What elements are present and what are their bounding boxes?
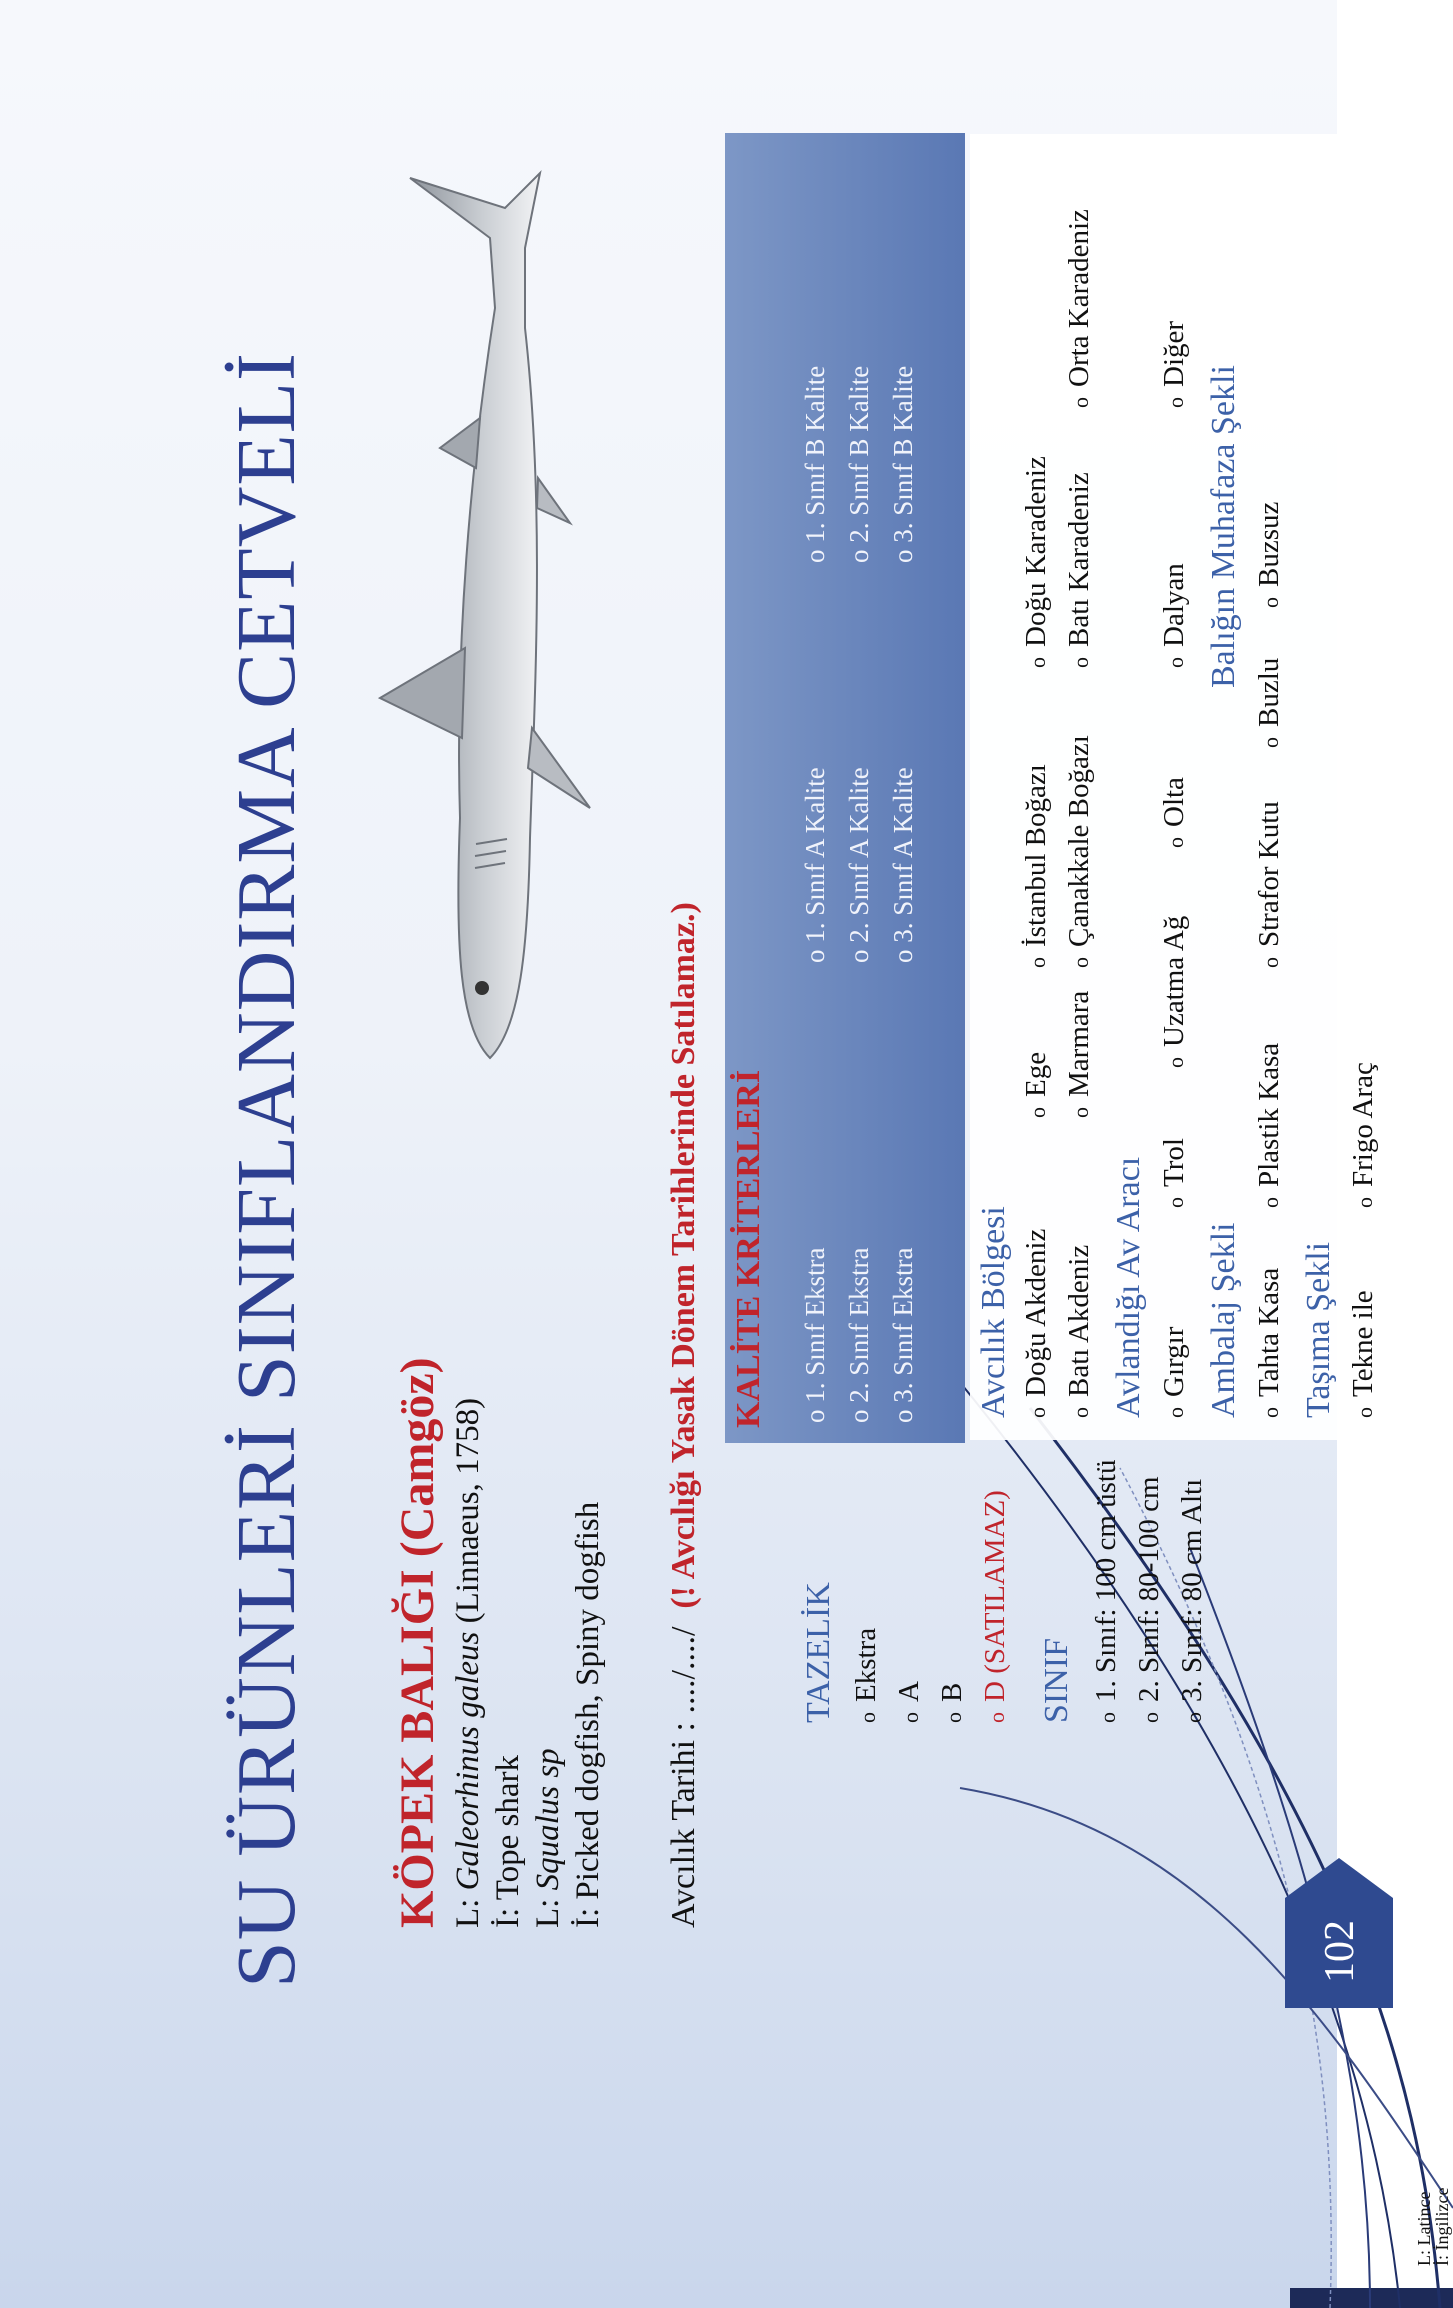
tazelik-option: [850, 1628, 883, 1723]
option-circle: o: [1181, 1712, 1206, 1723]
option-circle: o: [1163, 1197, 1188, 1208]
option-label: Buzlu: [1253, 657, 1285, 727]
region-option: [1063, 991, 1096, 1118]
option-circle: o: [844, 1409, 874, 1423]
option-circle: o: [855, 1712, 880, 1723]
fishing-region-title: Avcılık Bölgesi: [975, 1206, 1012, 1418]
option-label: Plastik Kasa: [1253, 1042, 1285, 1187]
option-circle: o: [898, 1712, 923, 1723]
quality-option: [888, 366, 919, 563]
option-circle: o: [1025, 957, 1050, 968]
quality-option: [800, 767, 831, 963]
region-option: [1063, 472, 1096, 668]
legend-english: İ: İngilizce: [1432, 2187, 1452, 2266]
sinif-option: [1090, 1460, 1123, 1723]
packaging-option: [1253, 1043, 1286, 1208]
region-option: [1020, 764, 1053, 968]
english-name-2: İ: Picked dogfish, Spiny dogfish: [570, 1501, 606, 1928]
quality-option: [844, 366, 875, 563]
gear-option: [1158, 1327, 1191, 1418]
option-label: B: [936, 1682, 968, 1702]
option-label: Buzsuz: [1253, 501, 1285, 587]
quality-option: [844, 767, 875, 963]
option-circle: o: [1068, 1107, 1093, 1118]
option-circle: o: [1068, 1407, 1093, 1418]
option-label: Orta Karadeniz: [1063, 209, 1095, 387]
option-label: 2. Sınıf: 80-100 cm: [1133, 1476, 1165, 1702]
option-circle: o: [1352, 1197, 1377, 1208]
region-option: [1020, 1229, 1053, 1418]
option-label: 3. Sınıf Ekstra: [888, 1247, 918, 1403]
catch-date-label: Avcılık Tarihi : ..../..../: [665, 1626, 702, 1928]
option-circle: o: [888, 549, 918, 563]
option-label: Gırgır: [1158, 1326, 1190, 1397]
quality-option: [888, 1248, 919, 1424]
quality-option: [800, 366, 831, 563]
fishing-gear-title: Avlandığı Av Aracı: [1110, 1156, 1147, 1418]
catch-date-warning: (! Avcılığı Yasak Dönem Tarihlerinde Satılamaz.): [665, 902, 702, 1609]
option-label: Uzatma Ağ: [1158, 915, 1190, 1047]
tazelik-option-not-for-sale: [979, 1490, 1012, 1723]
transport-title: Taşıma Şekli: [1300, 1241, 1337, 1418]
transport-option: [1347, 1290, 1380, 1418]
option-circle: o: [1258, 957, 1283, 968]
packaging-option: [1253, 1268, 1286, 1418]
option-label: 1. Sınıf A Kalite: [800, 767, 830, 943]
region-option: [1063, 1245, 1096, 1418]
option-circle: o: [941, 1712, 966, 1723]
option-circle: o: [800, 949, 830, 963]
option-circle: o: [1025, 657, 1050, 668]
option-label: Dalyan: [1158, 563, 1190, 647]
region-option: [1063, 209, 1096, 408]
option-label: Frigo Araç: [1347, 1062, 1379, 1187]
option-label: Ekstra: [850, 1627, 882, 1702]
latin-prefix: L:: [530, 1890, 566, 1928]
option-label: Trol: [1158, 1138, 1190, 1187]
legend: [1415, 2188, 1451, 2266]
option-label: D (SATILAMAZ): [979, 1490, 1011, 1702]
option-label: Diğer: [1158, 320, 1190, 387]
option-label: Doğu Karadeniz: [1020, 456, 1052, 647]
option-circle: o: [1025, 1407, 1050, 1418]
option-circle: o: [1163, 837, 1188, 848]
option-label: Batı Akdeniz: [1063, 1244, 1095, 1397]
option-circle: o: [888, 949, 918, 963]
sinif-option: [1133, 1476, 1166, 1723]
preservation-option: [1253, 658, 1286, 748]
option-label: A: [893, 1681, 925, 1702]
option-label: 1. Sınıf B Kalite: [800, 365, 830, 543]
option-circle: o: [844, 949, 874, 963]
latin-name-2: [528, 1398, 568, 1928]
option-circle: o: [1163, 397, 1188, 408]
option-label: Olta: [1158, 777, 1190, 827]
option-circle: o: [1258, 597, 1283, 608]
gear-option: [1158, 563, 1191, 668]
shark-illustration: [290, 168, 620, 1068]
option-circle: o: [844, 549, 874, 563]
option-circle: o: [1163, 1407, 1188, 1418]
option-circle: o: [1258, 737, 1283, 748]
option-circle: o: [1352, 1407, 1377, 1418]
option-label: İstanbul Boğazı: [1020, 764, 1052, 947]
page-title: SU ÜRÜNLERİ SINIFLANDIRMA CETVELİ: [220, 352, 313, 1988]
tazelik-option: [893, 1681, 926, 1723]
option-circle: o: [800, 1409, 830, 1423]
gear-option: [1158, 321, 1191, 408]
option-circle: o: [1068, 957, 1093, 968]
option-label: 1. Sınıf: 100 cm üstü: [1090, 1459, 1122, 1702]
latin-author: (Linnaeus, 1758): [450, 1397, 486, 1632]
option-label: 2. Sınıf B Kalite: [844, 365, 874, 543]
packaging-title: Ambalaj Şekli: [1205, 1222, 1242, 1418]
latin-name-italic: Squalus sp: [530, 1748, 566, 1891]
option-circle: o: [888, 1409, 918, 1423]
option-label: Doğu Akdeniz: [1020, 1228, 1052, 1397]
page-number: 102: [1317, 1920, 1363, 1983]
species-name: KÖPEK BALIĞI (Camgöz): [391, 1357, 444, 1928]
region-option: [1063, 735, 1096, 968]
decorative-swoosh-lines: [900, 1308, 1453, 2308]
tazelik-title: TAZELİK: [800, 1582, 837, 1723]
option-label: Çanakkale Boğazı: [1063, 735, 1095, 947]
transport-option: [1347, 1062, 1380, 1208]
quality-criteria-title: KALİTE KRİTERLERİ: [730, 1069, 767, 1428]
option-circle: o: [1095, 1712, 1120, 1723]
option-label: Ege: [1020, 1051, 1052, 1097]
latin-prefix: L:: [450, 1890, 486, 1928]
catch-date-line: [665, 902, 703, 1928]
gear-option: [1158, 916, 1191, 1068]
option-label: Tekne ile: [1347, 1290, 1379, 1397]
option-circle: o: [1025, 1107, 1050, 1118]
quality-option: [844, 1248, 875, 1424]
option-label: 3. Sınıf: 80 cm Altı: [1176, 1478, 1208, 1702]
sinif-option: [1176, 1479, 1209, 1723]
option-circle: o: [1163, 657, 1188, 668]
english-name-1: İ: Tope shark: [490, 1754, 526, 1928]
quality-option: [888, 767, 919, 963]
option-label: Tahta Kasa: [1253, 1267, 1285, 1397]
quality-option: [800, 1248, 831, 1424]
option-label: Strafor Kutu: [1253, 801, 1285, 947]
option-label: 3. Sınıf B Kalite: [888, 365, 918, 543]
option-label: Batı Karadeniz: [1063, 472, 1095, 647]
option-circle: o: [1163, 1057, 1188, 1068]
option-label: 2. Sınıf A Kalite: [844, 767, 874, 943]
option-label: 2. Sınıf Ekstra: [844, 1247, 874, 1403]
option-label: 3. Sınıf A Kalite: [888, 767, 918, 943]
latin-name-italic: Galeorhinus galeus: [450, 1631, 486, 1891]
preservation-option: [1253, 502, 1286, 608]
option-circle: o: [1068, 397, 1093, 408]
legend-latin: L: Latince: [1414, 2191, 1434, 2266]
sinif-title: SINIF: [1038, 1637, 1075, 1723]
region-option: [1020, 456, 1053, 668]
packaging-option: [1253, 801, 1286, 968]
gear-option: [1158, 1138, 1191, 1208]
preservation-title: Balığın Muhafaza Şekli: [1205, 365, 1242, 688]
species-names-block: [448, 1398, 608, 1928]
option-circle: o: [1258, 1407, 1283, 1418]
option-label: Marmara: [1063, 990, 1095, 1097]
option-circle: o: [984, 1712, 1009, 1723]
region-option: [1020, 1052, 1053, 1118]
option-circle: o: [800, 549, 830, 563]
option-circle: o: [1068, 657, 1093, 668]
option-circle: o: [1258, 1197, 1283, 1208]
tazelik-option: [936, 1683, 969, 1723]
option-label: 1. Sınıf Ekstra: [800, 1247, 830, 1403]
gear-option: [1158, 777, 1191, 848]
option-circle: o: [1138, 1712, 1163, 1723]
latin-name-1: [448, 1398, 488, 1928]
